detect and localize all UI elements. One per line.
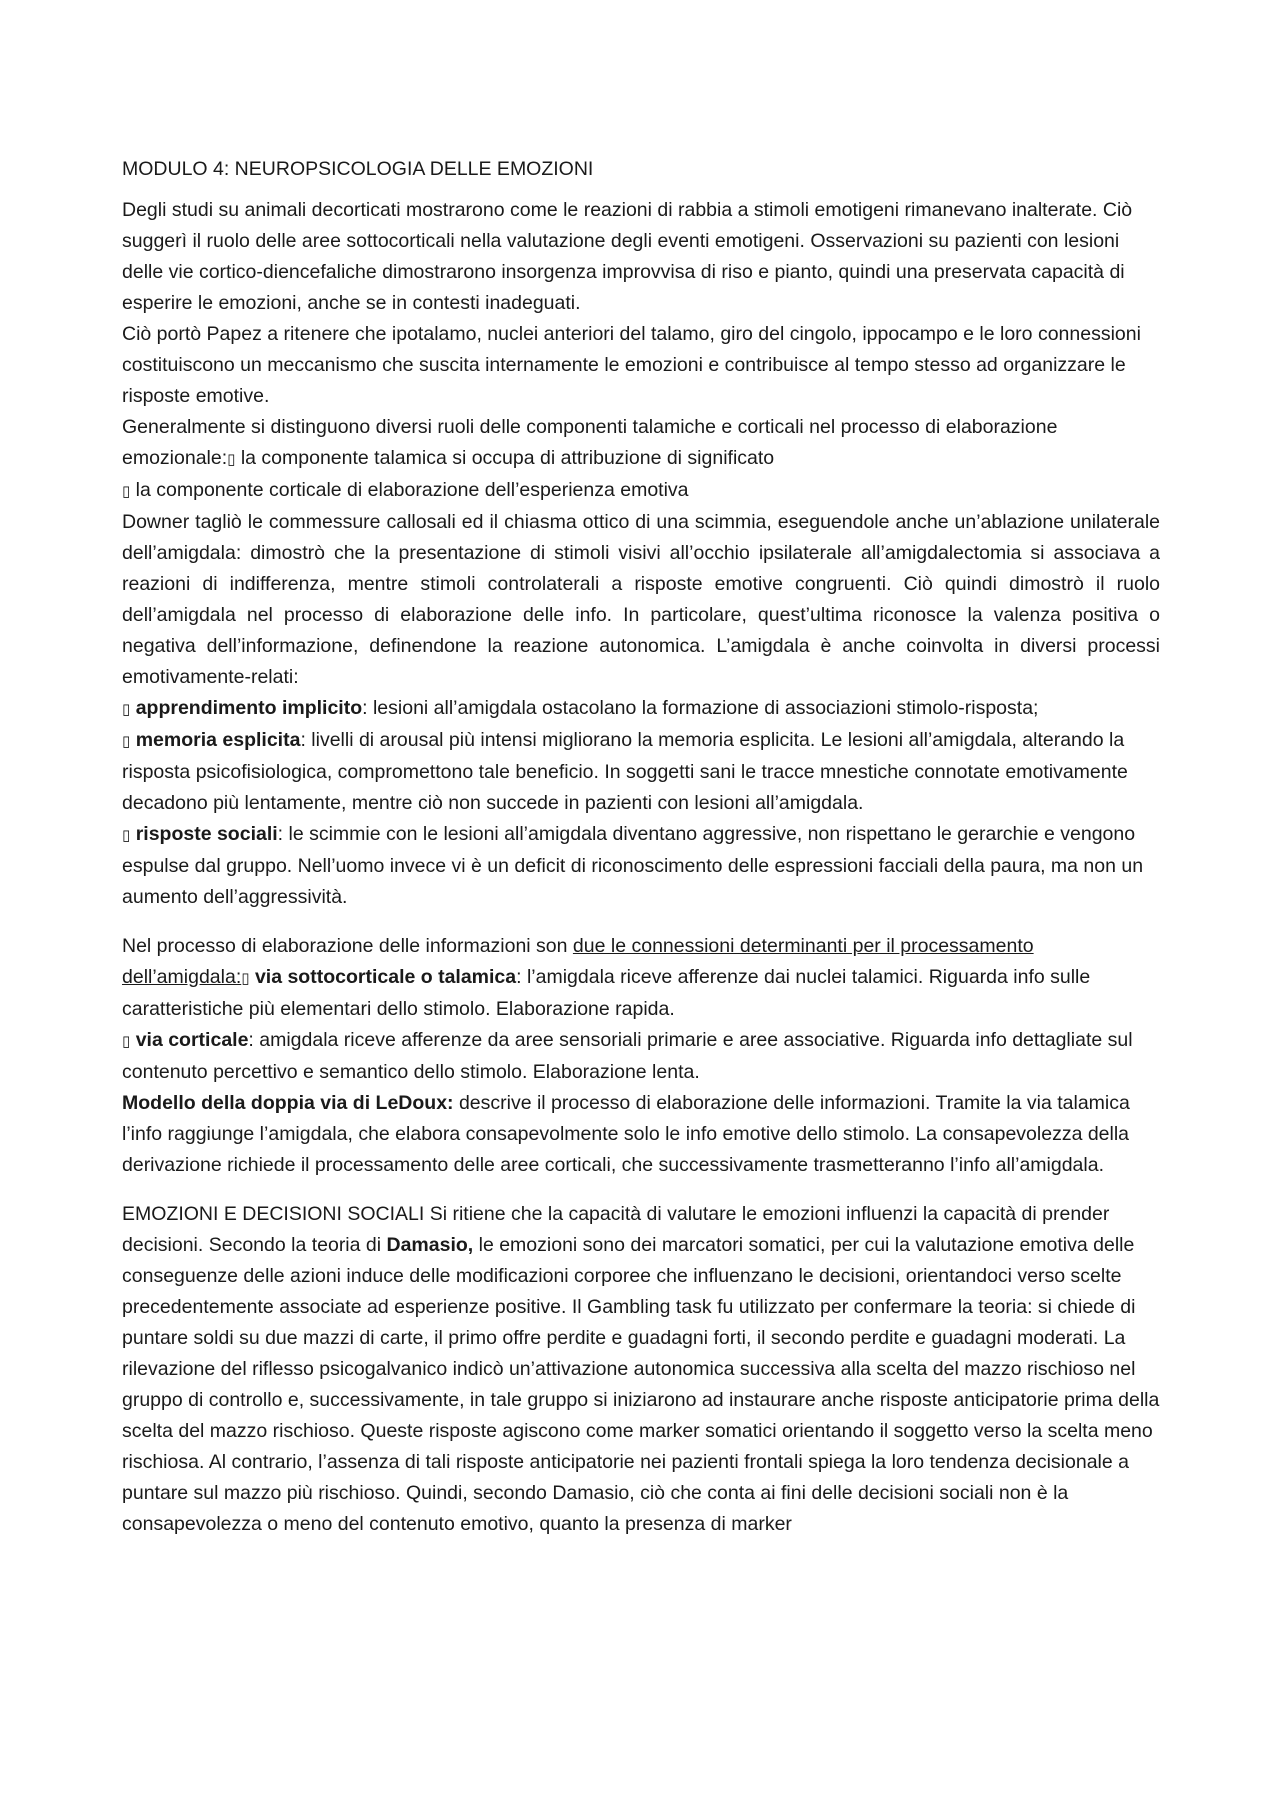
paragraph-text: : l’amigdala riceve afferenze dai nuclei talamici. Riguarda info sulle caratteristiche più elementari dello stimolo. Elaborazione rapida. — [122, 966, 1091, 1020]
paragraph-ledoux — [122, 1088, 1160, 1181]
bullet-box-icon: ▯ — [241, 969, 250, 987]
term-bold: Damasio, — [386, 1234, 474, 1256]
bullet-box-icon: ▯ — [122, 482, 131, 500]
list-item — [122, 475, 1160, 507]
paragraph-emotions-decisions — [122, 1199, 1160, 1540]
paragraph-papez: Ciò portò Papez a ritenere che ipotalamo, nuclei anteriori del talamo, giro del cingolo, ippocampo e le loro connessioni costituiscono un meccanismo che suscita internamente le emozioni e contribuisce al tempo stesso ad organizzare le risposte emotive. — [122, 323, 1141, 407]
term-bold: risposte sociali — [135, 823, 278, 845]
list-item-cortical: la componente corticale di elaborazione dell’esperienza emotiva — [130, 479, 689, 501]
list-item-text: : lesioni all’amigdala ostacolano la formazione di associazioni stimolo-risposta; — [362, 697, 1039, 719]
document-body — [122, 154, 1160, 1540]
paragraph-text: EMOZIONI E DECISIONI SOCIALI Si ritiene che la capacità di valutare le emozioni influenzi la capacità di prender decisioni. Secondo la teoria di — [122, 1203, 1110, 1256]
term-bold: via corticale — [135, 1029, 249, 1051]
paragraph-downer: Downer tagliò le commessure callosali ed il chiasma ottico di una scimmia, eseguendole anche un’ablazione unilaterale dell’amigdala: dimostrò che la presentazione di stimoli visivi all’occhio ipsilaterale all’amigdalectomia si associava a reazioni di indifferenza, mentre stimoli controlaterali a risposte emotive congruenti. Ciò quindi dimostrò il ruolo dell’amigdala nel processo di elaborazione delle info. In particolare, quest’ultima riconosce la valenza positiva o negativa dell’informazione, definendone la reazione autonomica. L’amigdala è anche coinvolta in diversi processi emotivamente-relati: — [122, 511, 1160, 688]
bullet-box-icon: ▯ — [122, 1032, 131, 1050]
bullet-box-icon: ▯ — [122, 700, 131, 718]
term-bold: via sottocorticale o talamica — [254, 966, 517, 988]
list-item-social-responses — [122, 819, 1160, 913]
underlined-text: due le connessioni determinanti per il processamento dell’amigdala: — [122, 935, 1034, 988]
list-item-text: : le scimmie con le lesioni all’amigdala diventano aggressive, non rispettano le gerarchie e vengono espulse dal gruppo. Nell’uomo invece vi è un deficit di riconoscimento delle espressioni facciali della paura, ma non un aumento dell’aggressività. — [122, 823, 1144, 908]
list-item-explicit-memory — [122, 725, 1160, 819]
paragraph-text: le emozioni sono dei marcatori somatici, per cui la valutazione emotiva delle conseguenze delle azioni induce delle modificazioni corporee che influenzano le decisioni, orientandoci verso scelte precedentemente associate ad esperienze positive. Il Gambling task fu utilizzato per confermare la teoria: si chiede di puntare soldi su due mazzi di carte, il primo offre perdite e guadagni forti, il secondo perdite e guadagni moderati. La rilevazione del riflesso psicogalvanico indicò un’attivazione autonomica successiva alla scelta del mazzo rischioso nel gruppo di controllo e, successivamente, in tale gruppo si iniziarono ad instaurare anche risposte anticipatorie prima della scelta del mazzo rischioso. Queste risposte agiscono come marker somatici orientando il soggetto verso la scelta meno rischiosa. Al contrario, l’assenza di tali risposte anticipatorie nei pazienti frontali spiega la loro tendenza decisionale a puntare sul mazzo più rischioso. Quindi, secondo Damasio, ciò che conta ai fini delle decisioni sociali non è la consapevolezza o meno del contenuto emotivo, quanto la presenza di marker — [122, 1234, 1160, 1535]
list-item-implicit-learning — [122, 693, 1160, 725]
list-item-text: : livelli di arousal più intensi migliorano la memoria esplicita. Le lesioni all’amigdala, alterando la risposta psicofisiologica, compromettono tale beneficio. In soggetti sani le tracce mnestiche connotate emotivamente decadono più lentamente, mentre ciò non succede in pazienti con lesioni all’amigdala. — [122, 729, 1128, 814]
list-item-cortical-route — [122, 1025, 1160, 1088]
term-bold: apprendimento implicito — [135, 697, 363, 719]
list-item-thalamic: la componente talamica si occupa di attribuzione di significato — [235, 447, 775, 469]
page-title: MODULO 4: NEUROPSICOLOGIA DELLE EMOZIONI — [122, 158, 594, 180]
paragraph-decorticated-studies: Degli studi su animali decorticati mostrarono come le reazioni di rabbia a stimoli emotigeni rimanevano inalterate. Ciò suggerì il ruolo delle aree sottocorticali nella valutazione degli eventi emotigeni. Osservazioni su pazienti con lesioni delle vie cortico-diencefaliche dimostrarono insorgenza improvvisa di riso e pianto, quindi una preservata capacità di esperire le emozioni, anche se in contesti inadeguati. — [122, 199, 1133, 314]
bullet-box-icon: ▯ — [122, 732, 131, 750]
paragraph-text: descrive il processo di elaborazione delle informazioni. Tramite la via talamica l’info raggiunge l’amigdala, che elabora consapevolmente solo le info emotive dello stimolo. La consapevolezza della derivazione richiede il processamento delle aree corticali, che successivamente trasmetteranno l’info all’amigdala. — [122, 1092, 1130, 1176]
list-item-text: : amigdala riceve afferenze da aree sensoriali primarie e aree associative. Riguarda info dettagliate sul contenuto percettivo e semantico dello stimolo. Elaborazione lenta. — [122, 1029, 1133, 1083]
paragraph-text: Nel processo di elaborazione delle informazioni son — [122, 935, 573, 957]
bullet-box-icon: ▯ — [122, 826, 131, 844]
term-bold: Modello della doppia via di LeDoux: — [122, 1092, 454, 1114]
paragraph-thalamic-cortical — [122, 412, 1160, 475]
term-bold: memoria esplicita — [135, 729, 301, 751]
paragraph-text: Generalmente si distinguono diversi ruoli delle componenti talamiche e corticali nel processo di elaborazione emozionale: — [122, 416, 1058, 469]
bullet-box-icon: ▯ — [227, 450, 236, 468]
paragraph-connections — [122, 931, 1160, 1025]
